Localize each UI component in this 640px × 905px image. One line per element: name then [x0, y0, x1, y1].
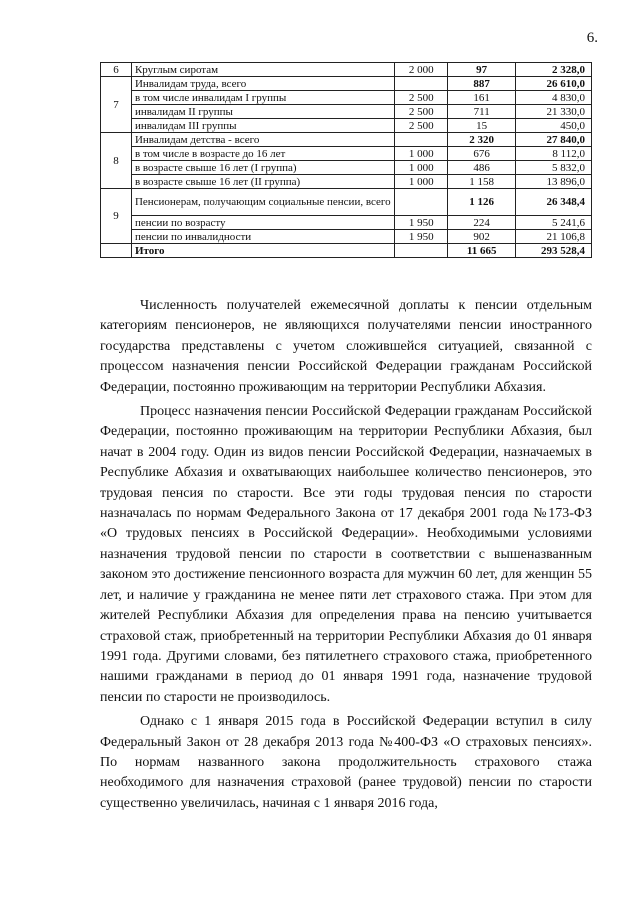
sum-cell: 2 328,0 [516, 63, 592, 77]
category-cell: Пенсионерам, получающим социальные пенсии, всего [131, 189, 394, 216]
category-cell: пенсии по инвалидности [131, 230, 394, 244]
category-cell: в возрасте свыше 16 лет (I группа) [131, 161, 394, 175]
table-row [101, 244, 592, 258]
rate-cell: 2 500 [395, 105, 448, 119]
sum-cell: 4 830,0 [516, 91, 592, 105]
rate-cell: 1 000 [395, 161, 448, 175]
table-row [101, 119, 592, 133]
category-cell: в том числе инвалидам I группы [131, 91, 394, 105]
count-cell: 1 126 [448, 189, 516, 216]
paragraph: Процесс назначения пенсии Российской Федерации гражданам Российской Федерации, постоянно проживающим на территории Республики Абхазия, был начат в 2004 году. Один из видов пенсии Российской Федерации, назначаемых в Республике Абхазия и охватывающих наибольшее количество пенсионеров, это трудовая пенсия по старости. Все эти годы трудовая пенсия по старости назначалась по нормам Федерального Закона от 17 декабря 2001 года №173-ФЗ «О трудовых пенсиях в Российской Федерации». Необходимыми условиями назначения трудовой пенсии по старости в соответствии с вышеназванным законом это достижение пенсионного возраста для мужчин 60 лет, для женщин 55 лет, и наличие у гражданина не менее пяти лет страхового стажа. При этом для жителей Республики Абхазия для определения права на пенсию учитывается страховой стаж, приобретенный на территории Республики Абхазия до 01 января 1991 года. Другими словами, без пятилетнего страхового стажа, приобретенного нашими гражданами в период до 01 января 1991 года, назначение трудовой пенсии по старости не производилось. [100, 404, 592, 705]
table-row [101, 63, 592, 77]
body-text [100, 296, 592, 818]
category-cell: в возрасте свыше 16 лет (II группа) [131, 175, 394, 189]
sum-cell: 27 840,0 [516, 133, 592, 147]
category-cell: Круглым сиротам [131, 63, 394, 77]
rate-cell [395, 133, 448, 147]
table-row [101, 161, 592, 175]
rate-cell: 1 000 [395, 147, 448, 161]
table-row [101, 216, 592, 230]
count-cell: 224 [448, 216, 516, 230]
count-cell: 2 320 [448, 133, 516, 147]
table-row [101, 91, 592, 105]
rate-cell: 2 000 [395, 63, 448, 77]
paragraph: Численность получателей ежемесячной доплаты к пенсии отдельным категориям пенсионеров, не являющихся получателями пенсии иностранного государства представлены с учетом сложившейся ситуацией, связанной с процессом назначения пенсии Российской Федерации гражданам Российской Федерации, постоянно проживающим на территории Республики Абхазия. [100, 298, 592, 395]
table-row [101, 230, 592, 244]
sum-cell: 26 348,4 [516, 189, 592, 216]
count-cell: 11 665 [448, 244, 516, 258]
count-cell: 711 [448, 105, 516, 119]
table-row [101, 147, 592, 161]
sum-cell: 450,0 [516, 119, 592, 133]
count-cell: 676 [448, 147, 516, 161]
table-row [101, 105, 592, 119]
count-cell: 486 [448, 161, 516, 175]
row-number-cell: 9 [101, 189, 132, 244]
count-cell: 161 [448, 91, 516, 105]
category-cell: Инвалидам детства - всего [131, 133, 394, 147]
category-cell: пенсии по возрасту [131, 216, 394, 230]
sum-cell: 5 832,0 [516, 161, 592, 175]
sum-cell: 26 610,0 [516, 77, 592, 91]
category-cell: в том числе в возрасте до 16 лет [131, 147, 394, 161]
count-cell: 887 [448, 77, 516, 91]
rate-cell [395, 244, 448, 258]
count-cell: 97 [448, 63, 516, 77]
rate-cell: 1 950 [395, 216, 448, 230]
row-number-cell: 7 [101, 77, 132, 133]
category-cell: инвалидам III группы [131, 119, 394, 133]
sum-cell: 8 112,0 [516, 147, 592, 161]
rate-cell: 1 000 [395, 175, 448, 189]
count-cell: 1 158 [448, 175, 516, 189]
sum-cell: 21 106,8 [516, 230, 592, 244]
sum-cell: 5 241,6 [516, 216, 592, 230]
count-cell: 902 [448, 230, 516, 244]
table-row [101, 133, 592, 147]
rate-cell [395, 189, 448, 216]
rate-cell: 1 950 [395, 230, 448, 244]
rate-cell: 2 500 [395, 91, 448, 105]
sum-cell: 293 528,4 [516, 244, 592, 258]
table-row [101, 189, 592, 216]
paragraph: Однако с 1 января 2015 года в Российской Федерации вступил в силу Федеральный Закон от 28 декабря 2013 года №400-ФЗ «О страховых пенсиях». По нормам названного закона продолжительность страхового стажа необходимого для назначения страховой (ранее трудовой) пенсии по старости существенно увеличилась, начиная с 1 января 2016 года, [100, 714, 592, 811]
category-cell: Итого [131, 244, 394, 258]
page-number: 6. [586, 30, 598, 46]
category-cell: инвалидам II группы [131, 105, 394, 119]
table-row [101, 175, 592, 189]
sum-cell: 13 896,0 [516, 175, 592, 189]
pension-table-body [101, 63, 592, 258]
row-number-cell [101, 244, 132, 258]
rate-cell [395, 77, 448, 91]
sum-cell: 21 330,0 [516, 105, 592, 119]
row-number-cell: 8 [101, 133, 132, 189]
row-number-cell: 6 [101, 63, 132, 77]
category-cell: Инвалидам труда, всего [131, 77, 394, 91]
rate-cell: 2 500 [395, 119, 448, 133]
pension-table [100, 62, 592, 258]
table-row [101, 77, 592, 91]
count-cell: 15 [448, 119, 516, 133]
